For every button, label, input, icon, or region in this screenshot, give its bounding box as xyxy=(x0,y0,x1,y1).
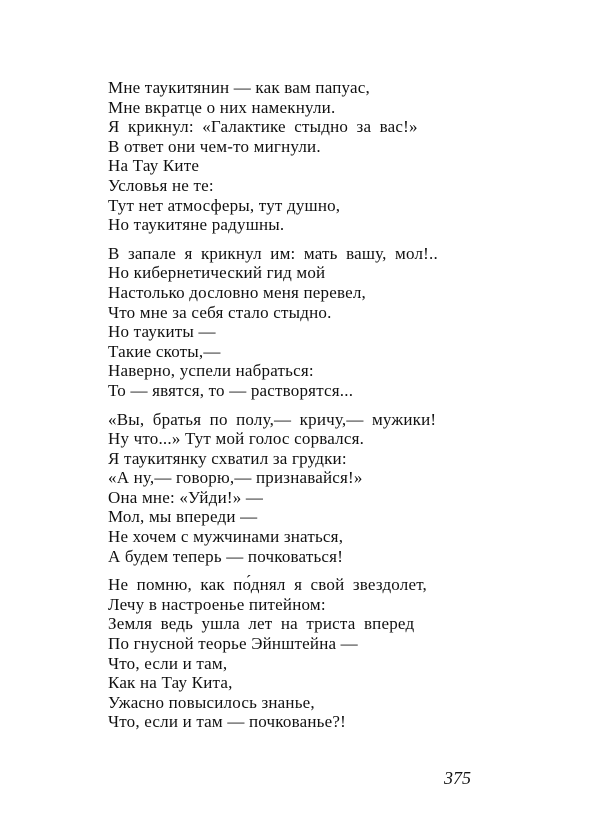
poem-line: Но кибернетический гид мой xyxy=(108,263,326,283)
poem-line: Я крикнул: «Галактике стыдно за вас!» xyxy=(108,117,418,137)
stanza xyxy=(108,410,488,567)
poem-line: То — явятся, то — растворятся... xyxy=(108,380,354,400)
poem-line: Такие скоты,— xyxy=(108,341,221,361)
poem-line: Я таукитянку схватил за грудки: xyxy=(108,448,347,468)
poem-line: Наверно, успели набраться: xyxy=(108,361,314,381)
poem-line: Что, если и там — почкованье?! xyxy=(108,712,346,732)
poem-line: Ну что...» Тут мой голос сорвался. xyxy=(108,429,365,449)
poem-line: «А ну,— говорю,— признавайся!» xyxy=(108,468,363,488)
poem-line: Не хочем с мужчинами знаться, xyxy=(108,527,344,547)
poem xyxy=(108,78,488,741)
poem-line: Тут нет атмосферы, тут душно, xyxy=(108,195,341,215)
poem-line: А будем теперь — почковаться! xyxy=(108,546,344,566)
poem-line: Но таукитяне радушны. xyxy=(108,215,285,235)
poem-line: Условья не те: xyxy=(108,175,214,195)
stanza xyxy=(108,575,488,732)
poem-line: Мне вкратце о них намекнули. xyxy=(108,97,336,117)
poem-line: Не помню, как по́днял я свой звездолет, xyxy=(108,575,427,595)
poem-line: Что мне за себя стало стыдно. xyxy=(108,302,332,322)
poem-line: Что, если и там, xyxy=(108,653,228,673)
poem-line: Ужасно повысилось знанье, xyxy=(108,692,315,712)
poem-line: Лечу в настроенье питейном: xyxy=(108,594,326,614)
poem-line: По гнусной теорье Эйнштейна — xyxy=(108,634,358,654)
poem-line: В запале я крикнул им: мать вашу, мол!.. xyxy=(108,243,438,263)
poem-line: Как на Тау Кита, xyxy=(108,673,233,693)
poem-line: Настолько дословно меня перевел, xyxy=(108,282,366,302)
poem-line: Мне таукитянин — как вам папуас, xyxy=(108,78,370,97)
page-number: 375 xyxy=(444,768,471,788)
poem-line: Но таукиты — xyxy=(108,322,216,342)
poem-line: На Тау Ките xyxy=(108,156,200,176)
stanza xyxy=(108,78,488,235)
poem-line: Она мне: «Уйди!» — xyxy=(108,487,264,507)
poem-line: «Вы, братья по полу,— кричу,— мужики! xyxy=(108,409,437,429)
stanza xyxy=(108,244,488,401)
poem-line: Мол, мы впереди — xyxy=(108,507,258,527)
poem-line: Земля ведь ушла лет на триста вперед xyxy=(108,614,415,634)
poem-line: В ответ они чем-то мигнули. xyxy=(108,136,321,156)
